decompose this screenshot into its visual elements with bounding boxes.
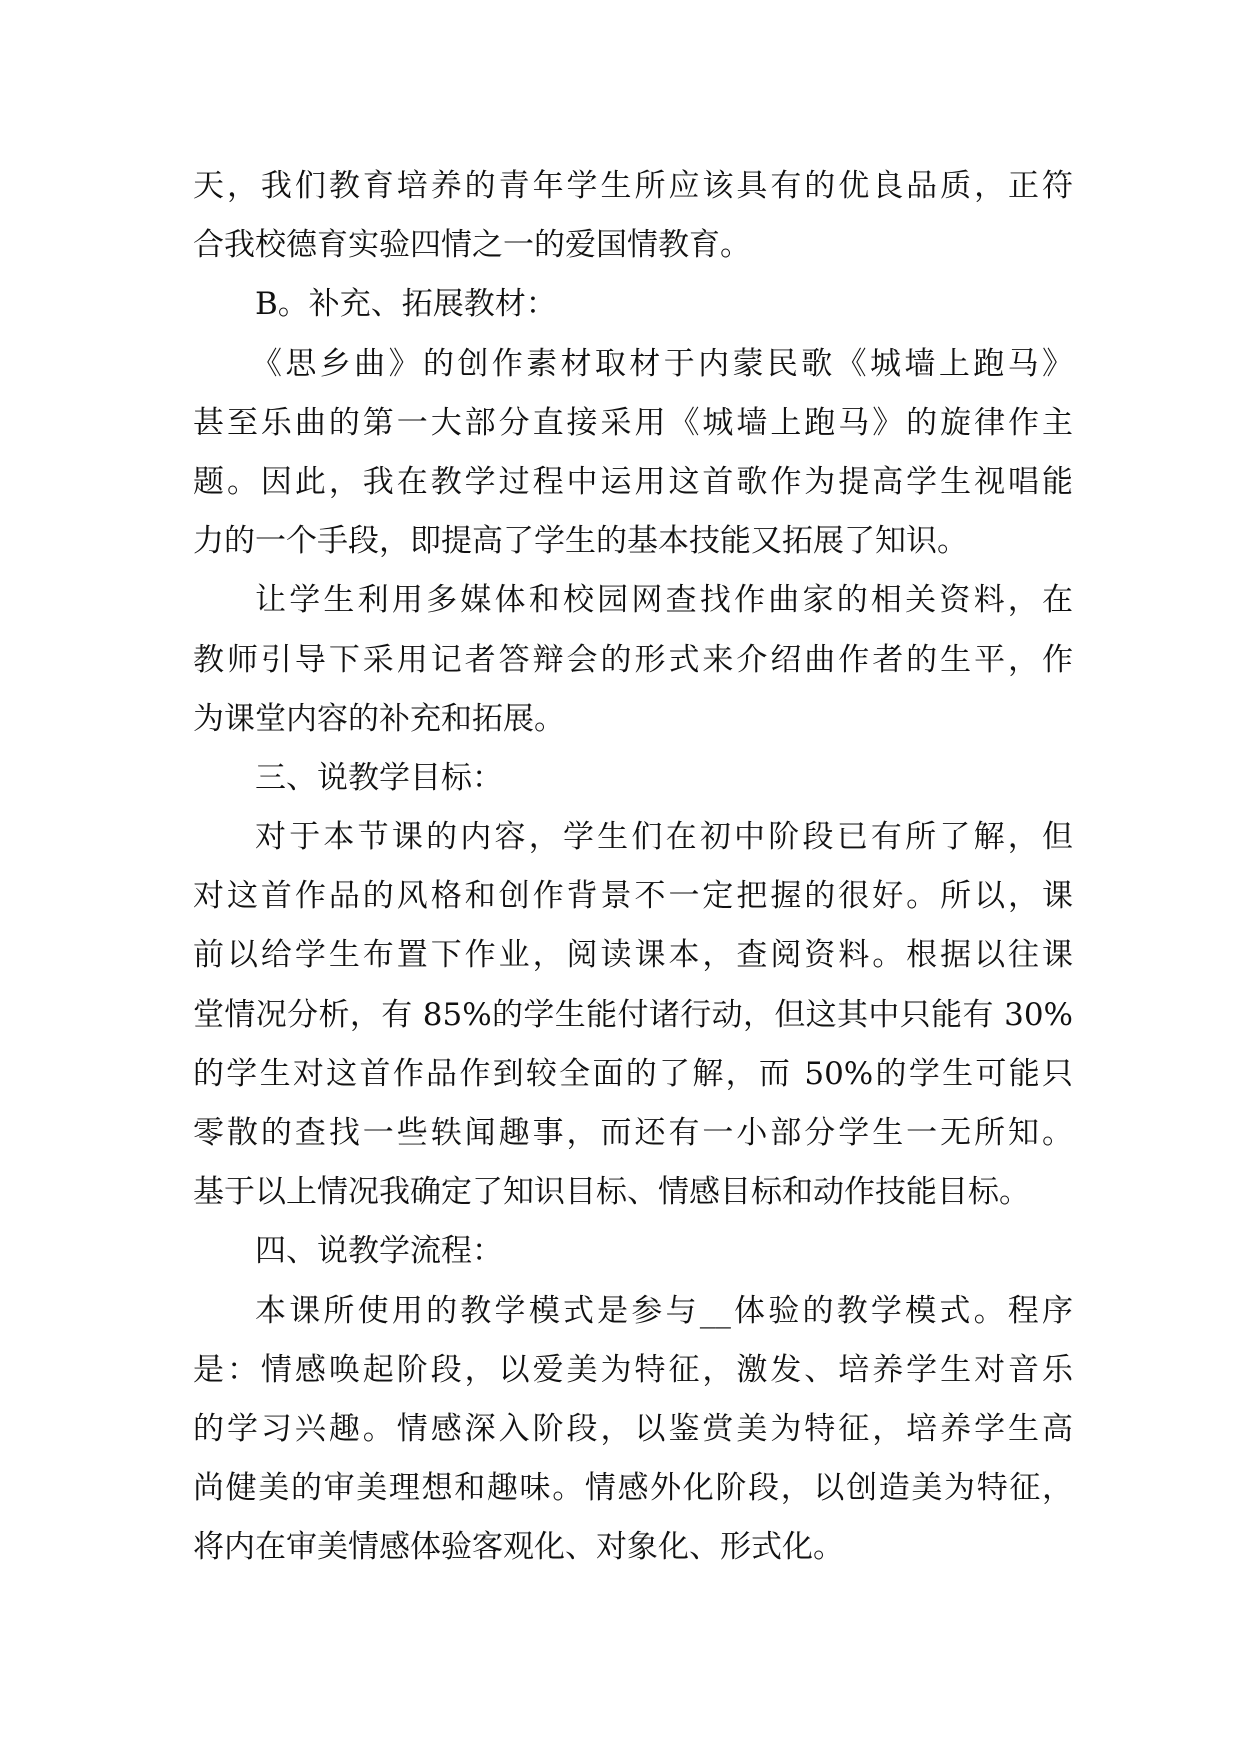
text-line: 《思乡曲》的创作素材取材于内蒙民歌《城墙上跑马》 — [251, 345, 1073, 382]
text-line: 题。因此，我在教学过程中运用这首歌作为提高学生视唱能 — [193, 463, 1073, 500]
text-line: 天，我们教育培养的青年学生所应该具有的优良品质，正符 — [193, 168, 1073, 204]
text-line: 让学生利用多媒体和校园网查找作曲家的相关资料，在 — [255, 582, 1073, 619]
text-line: 教师引导下采用记者答辩会的形式来介绍曲作者的生平，作 — [193, 641, 1073, 678]
text-line: 为课堂内容的补充和拓展。 — [193, 700, 565, 737]
text-line: 对这首作品的风格和创作背景不一定把握的很好。所以，课 — [193, 878, 1073, 915]
text-line: 是：情感唤起阶段，以爱美为特征，激发、培养学生对音乐 — [193, 1351, 1073, 1388]
text-line: 合我校德育实验四情之一的爱国情教育。 — [193, 227, 751, 264]
text-line: B。补充、拓展教材： — [255, 286, 557, 323]
text-line: 对于本节课的内容，学生们在初中阶段已有所了解，但 — [255, 819, 1073, 856]
text-line: 前以给学生布置下作业，阅读课本，查阅资料。根据以往课 — [193, 937, 1073, 974]
text-line: 零散的查找一些轶闻趣事，而还有一小部分学生一无所知。 — [193, 1115, 1073, 1151]
text-line: 将内在审美情感体验客观化、对象化、形式化。 — [193, 1529, 844, 1566]
document-body — [193, 157, 1073, 1578]
text-line: 的学生对这首作品作到较全面的了解，而 50%的学生可能只 — [193, 1055, 1073, 1092]
text-line: 本课所使用的教学模式是参与__体验的教学模式。程序 — [255, 1292, 1073, 1329]
text-line: 尚健美的审美理想和趣味。情感外化阶段，以创造美为特征， — [193, 1470, 1073, 1507]
text-line: 基于以上情况我确定了知识目标、情感目标和动作技能目标。 — [193, 1174, 1030, 1211]
text-line: 的学习兴趣。情感深入阶段，以鉴赏美为特征，培养学生高 — [193, 1410, 1073, 1447]
text-line: 力的一个手段，即提高了学生的基本技能又拓展了知识。 — [193, 523, 968, 560]
text-line: 四、说教学流程： — [255, 1233, 503, 1270]
text-line: 三、说教学目标： — [255, 759, 503, 796]
text-line: 甚至乐曲的第一大部分直接采用《城墙上跑马》的旋律作主 — [193, 404, 1073, 441]
text-line: 堂情况分析，有 85%的学生能付诸行动，但这其中只能有 30% — [193, 996, 1073, 1033]
